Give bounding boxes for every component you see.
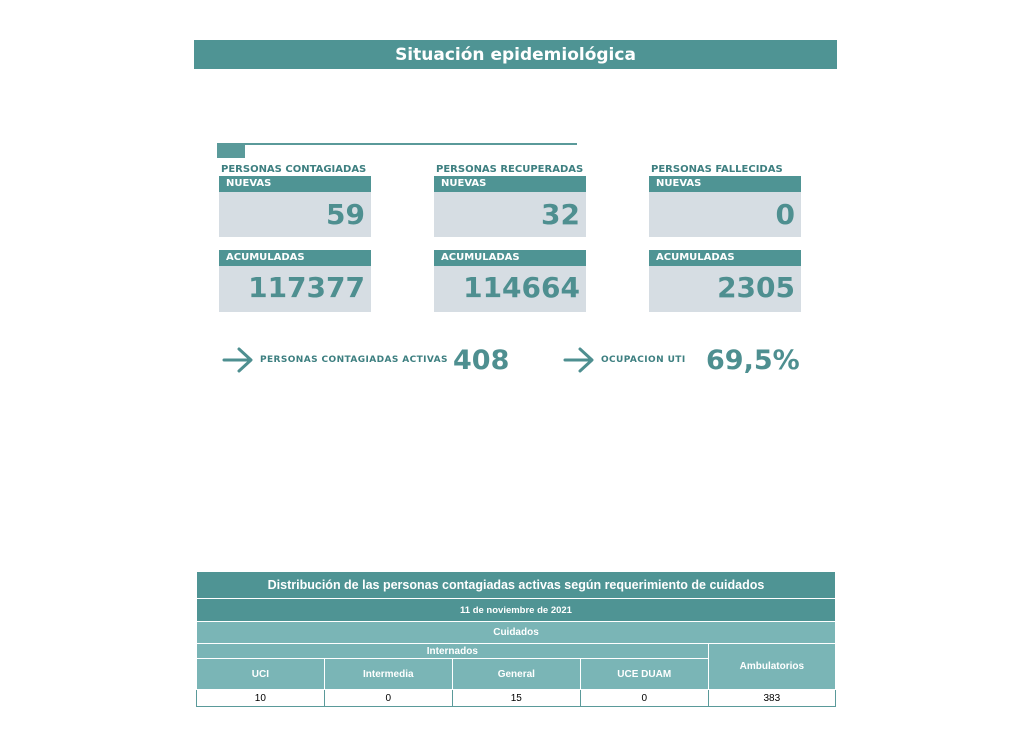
box-fallecidas-acumuladas [649, 250, 801, 312]
table-cell-general: 15 [452, 690, 580, 707]
table-header-general: General [452, 659, 580, 690]
table-header-uce-duam: UCE DUAM [580, 659, 708, 690]
decorative-line [217, 143, 577, 145]
table-header-ambulatorios: Ambulatorios [708, 644, 835, 690]
decorative-tab [217, 143, 245, 158]
active-cases-label: PERSONAS CONTAGIADAS ACTIVAS [260, 355, 448, 365]
table-group-header: Cuidados [197, 622, 836, 644]
category-label-recuperadas: PERSONAS RECUPERADAS [436, 164, 584, 175]
table-header-intermedia: Intermedia [324, 659, 452, 690]
box-contagiadas-nuevas [219, 176, 371, 237]
table-date: 11 de noviembre de 2021 [197, 599, 836, 622]
arrow-right-icon [222, 346, 254, 374]
table-cell-uce-duam: 0 [580, 690, 708, 707]
arrow-right-icon [563, 346, 595, 374]
box-contagiadas-acumuladas [219, 250, 371, 312]
box-header: ACUMULADAS [219, 250, 371, 266]
category-label-fallecidas: PERSONAS FALLECIDAS [651, 164, 783, 175]
table-title: Distribución de las personas contagiadas activas según requerimiento de cuidados [197, 572, 836, 599]
uti-occupancy-value: 69,5% [706, 345, 800, 376]
page-title: Situación epidemiológica [194, 40, 837, 69]
box-header: ACUMULADAS [649, 250, 801, 266]
value-contagiadas-acumuladas: 117377 [248, 271, 365, 304]
value-recuperadas-acumuladas: 114664 [463, 271, 580, 304]
box-header: NUEVAS [649, 176, 801, 192]
table-cell-uci: 10 [197, 690, 325, 707]
value-fallecidas-nuevas: 0 [775, 198, 795, 231]
table-row [197, 690, 836, 707]
value-fallecidas-acumuladas: 2305 [717, 271, 795, 304]
table-subgroup-header: Internados [197, 644, 709, 659]
box-recuperadas-acumuladas [434, 250, 586, 312]
table-cell-ambulatorios: 383 [708, 690, 835, 707]
value-contagiadas-nuevas: 59 [326, 198, 365, 231]
table-header-uci: UCI [197, 659, 325, 690]
active-cases-value: 408 [453, 345, 510, 376]
box-header: NUEVAS [434, 176, 586, 192]
value-recuperadas-nuevas: 32 [541, 198, 580, 231]
box-fallecidas-nuevas [649, 176, 801, 237]
distribution-table [196, 571, 836, 707]
table-cell-intermedia: 0 [324, 690, 452, 707]
category-label-contagiadas: PERSONAS CONTAGIADAS [221, 164, 367, 175]
box-header: NUEVAS [219, 176, 371, 192]
box-recuperadas-nuevas [434, 176, 586, 237]
box-header: ACUMULADAS [434, 250, 586, 266]
uti-occupancy-label: OCUPACION UTI [601, 355, 686, 365]
